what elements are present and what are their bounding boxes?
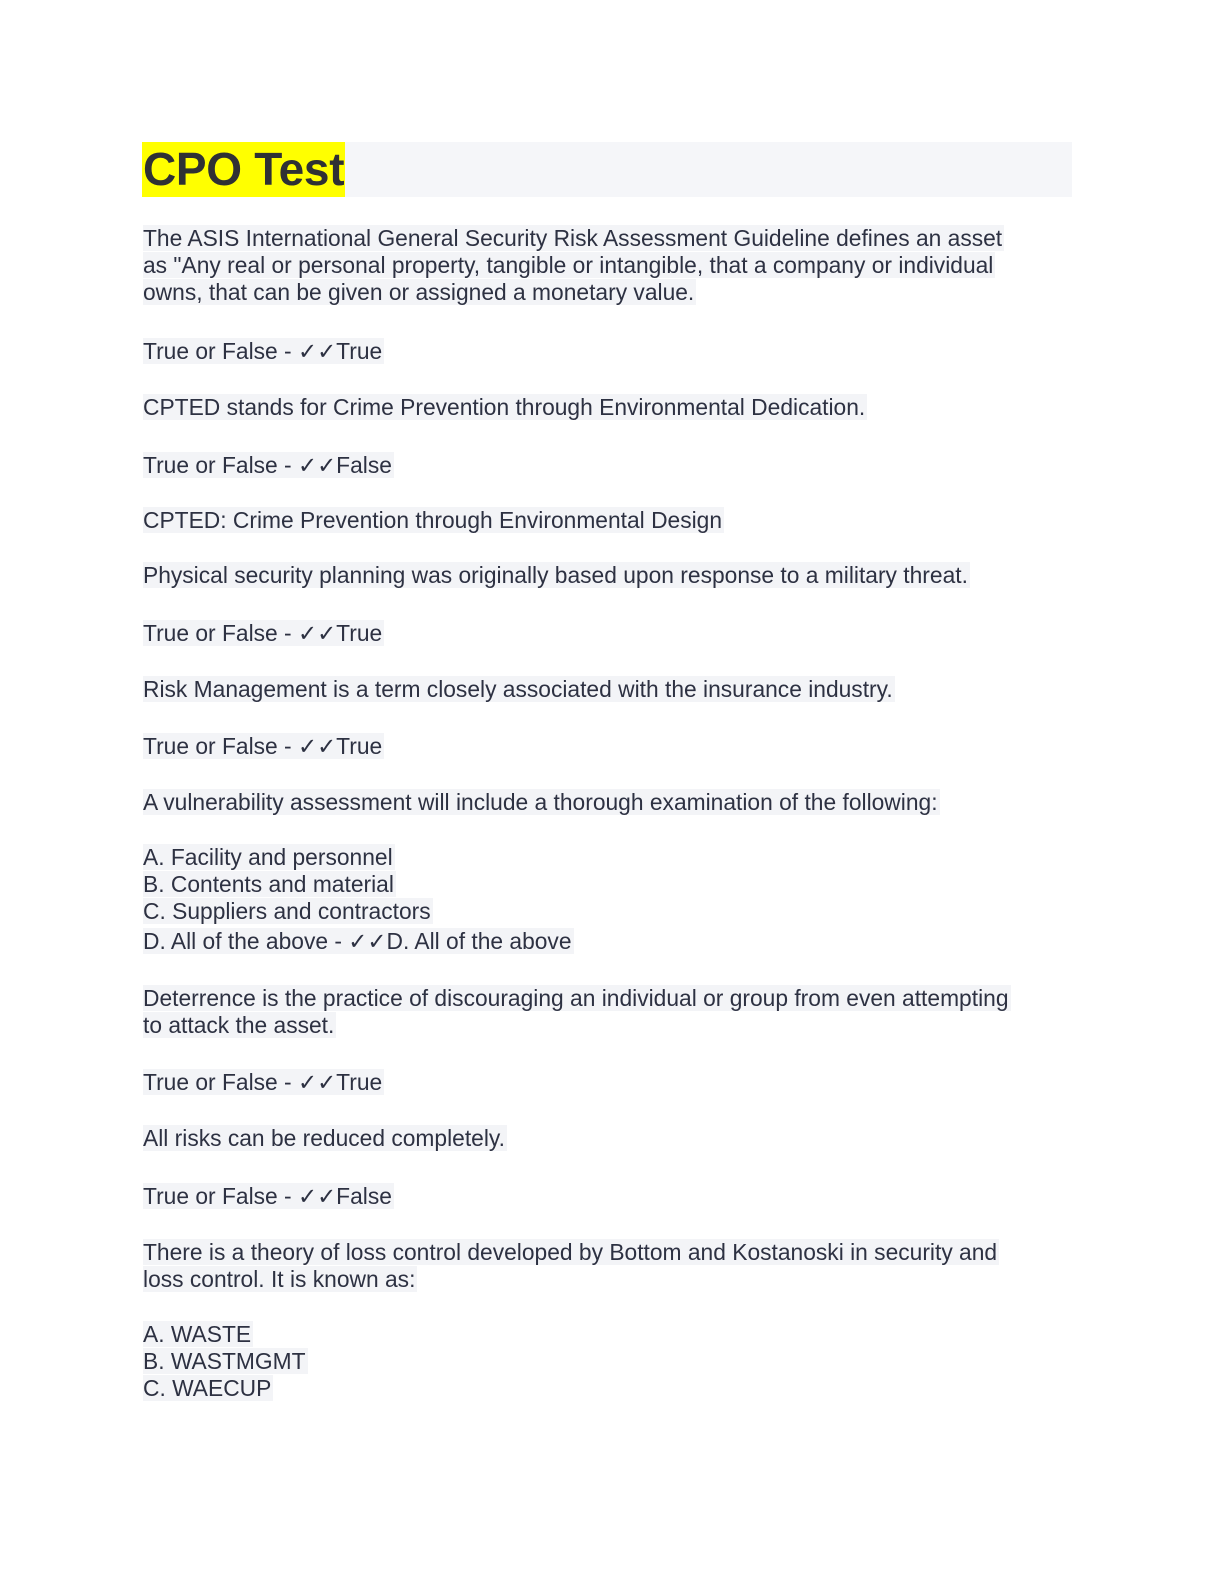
text-line: True or False - ✓✓True: [143, 733, 383, 759]
question-text: [143, 394, 867, 421]
text-line: True or False - ✓✓False: [143, 452, 392, 478]
answer-text: [143, 338, 384, 365]
option-line: C. Suppliers and contractors: [143, 898, 431, 924]
answer-text: [143, 1183, 394, 1210]
text-line: owns, that can be given or assigned a monetary value.: [143, 279, 695, 305]
question-text: [143, 562, 970, 589]
text-line: CPTED stands for Crime Prevention through Environmental Dedication.: [143, 394, 866, 420]
text-line: The ASIS International General Security Risk Assessment Guideline defines an asset: [143, 225, 1003, 251]
text-line: as "Any real or personal property, tangible or intangible, that a company or individual: [143, 252, 994, 278]
answer-text: [143, 620, 384, 647]
text-line: loss control. It is known as:: [143, 1266, 416, 1292]
option-line: C. WAECUP: [143, 1375, 272, 1401]
text-line: True or False - ✓✓True: [143, 338, 383, 364]
text-line: Deterrence is the practice of discouraging an individual or group from even attempting: [143, 985, 1009, 1011]
option-line: A. Facility and personnel: [143, 844, 393, 870]
text-line: Physical security planning was originally based upon response to a military threat.: [143, 562, 968, 588]
text-line: A vulnerability assessment will include a thorough examination of the following:: [143, 789, 938, 815]
text-line: True or False - ✓✓True: [143, 620, 383, 646]
text-line: There is a theory of loss control developed by Bottom and Kostanoski in security and: [143, 1239, 998, 1265]
question-text: [143, 1125, 507, 1152]
option-line: A. WASTE: [143, 1321, 252, 1347]
options-list: [143, 1321, 308, 1402]
text-line: True or False - ✓✓True: [143, 1069, 383, 1095]
option-line: B. WASTMGMT: [143, 1348, 306, 1374]
option-line: B. Contents and material: [143, 871, 394, 897]
question-text: [143, 676, 895, 703]
answer-text: [143, 1069, 384, 1096]
text-line: to attack the asset.: [143, 1012, 335, 1038]
question-text: [143, 985, 1011, 1039]
options-list: [143, 844, 574, 955]
text-line: Risk Management is a term closely associated with the insurance industry.: [143, 676, 893, 702]
text-line: CPTED: Crime Prevention through Environmental Design: [143, 507, 723, 533]
text-line: All risks can be reduced completely.: [143, 1125, 505, 1151]
answer-text: [143, 733, 384, 760]
question-text: [143, 225, 1004, 306]
document-title: CPO Test: [143, 143, 345, 195]
question-text: [143, 789, 940, 816]
note-text: [143, 507, 724, 534]
option-answer-line: D. All of the above - ✓✓D. All of the above: [143, 928, 572, 954]
question-text: [143, 1239, 999, 1293]
text-line: True or False - ✓✓False: [143, 1183, 392, 1209]
answer-text: [143, 452, 394, 479]
